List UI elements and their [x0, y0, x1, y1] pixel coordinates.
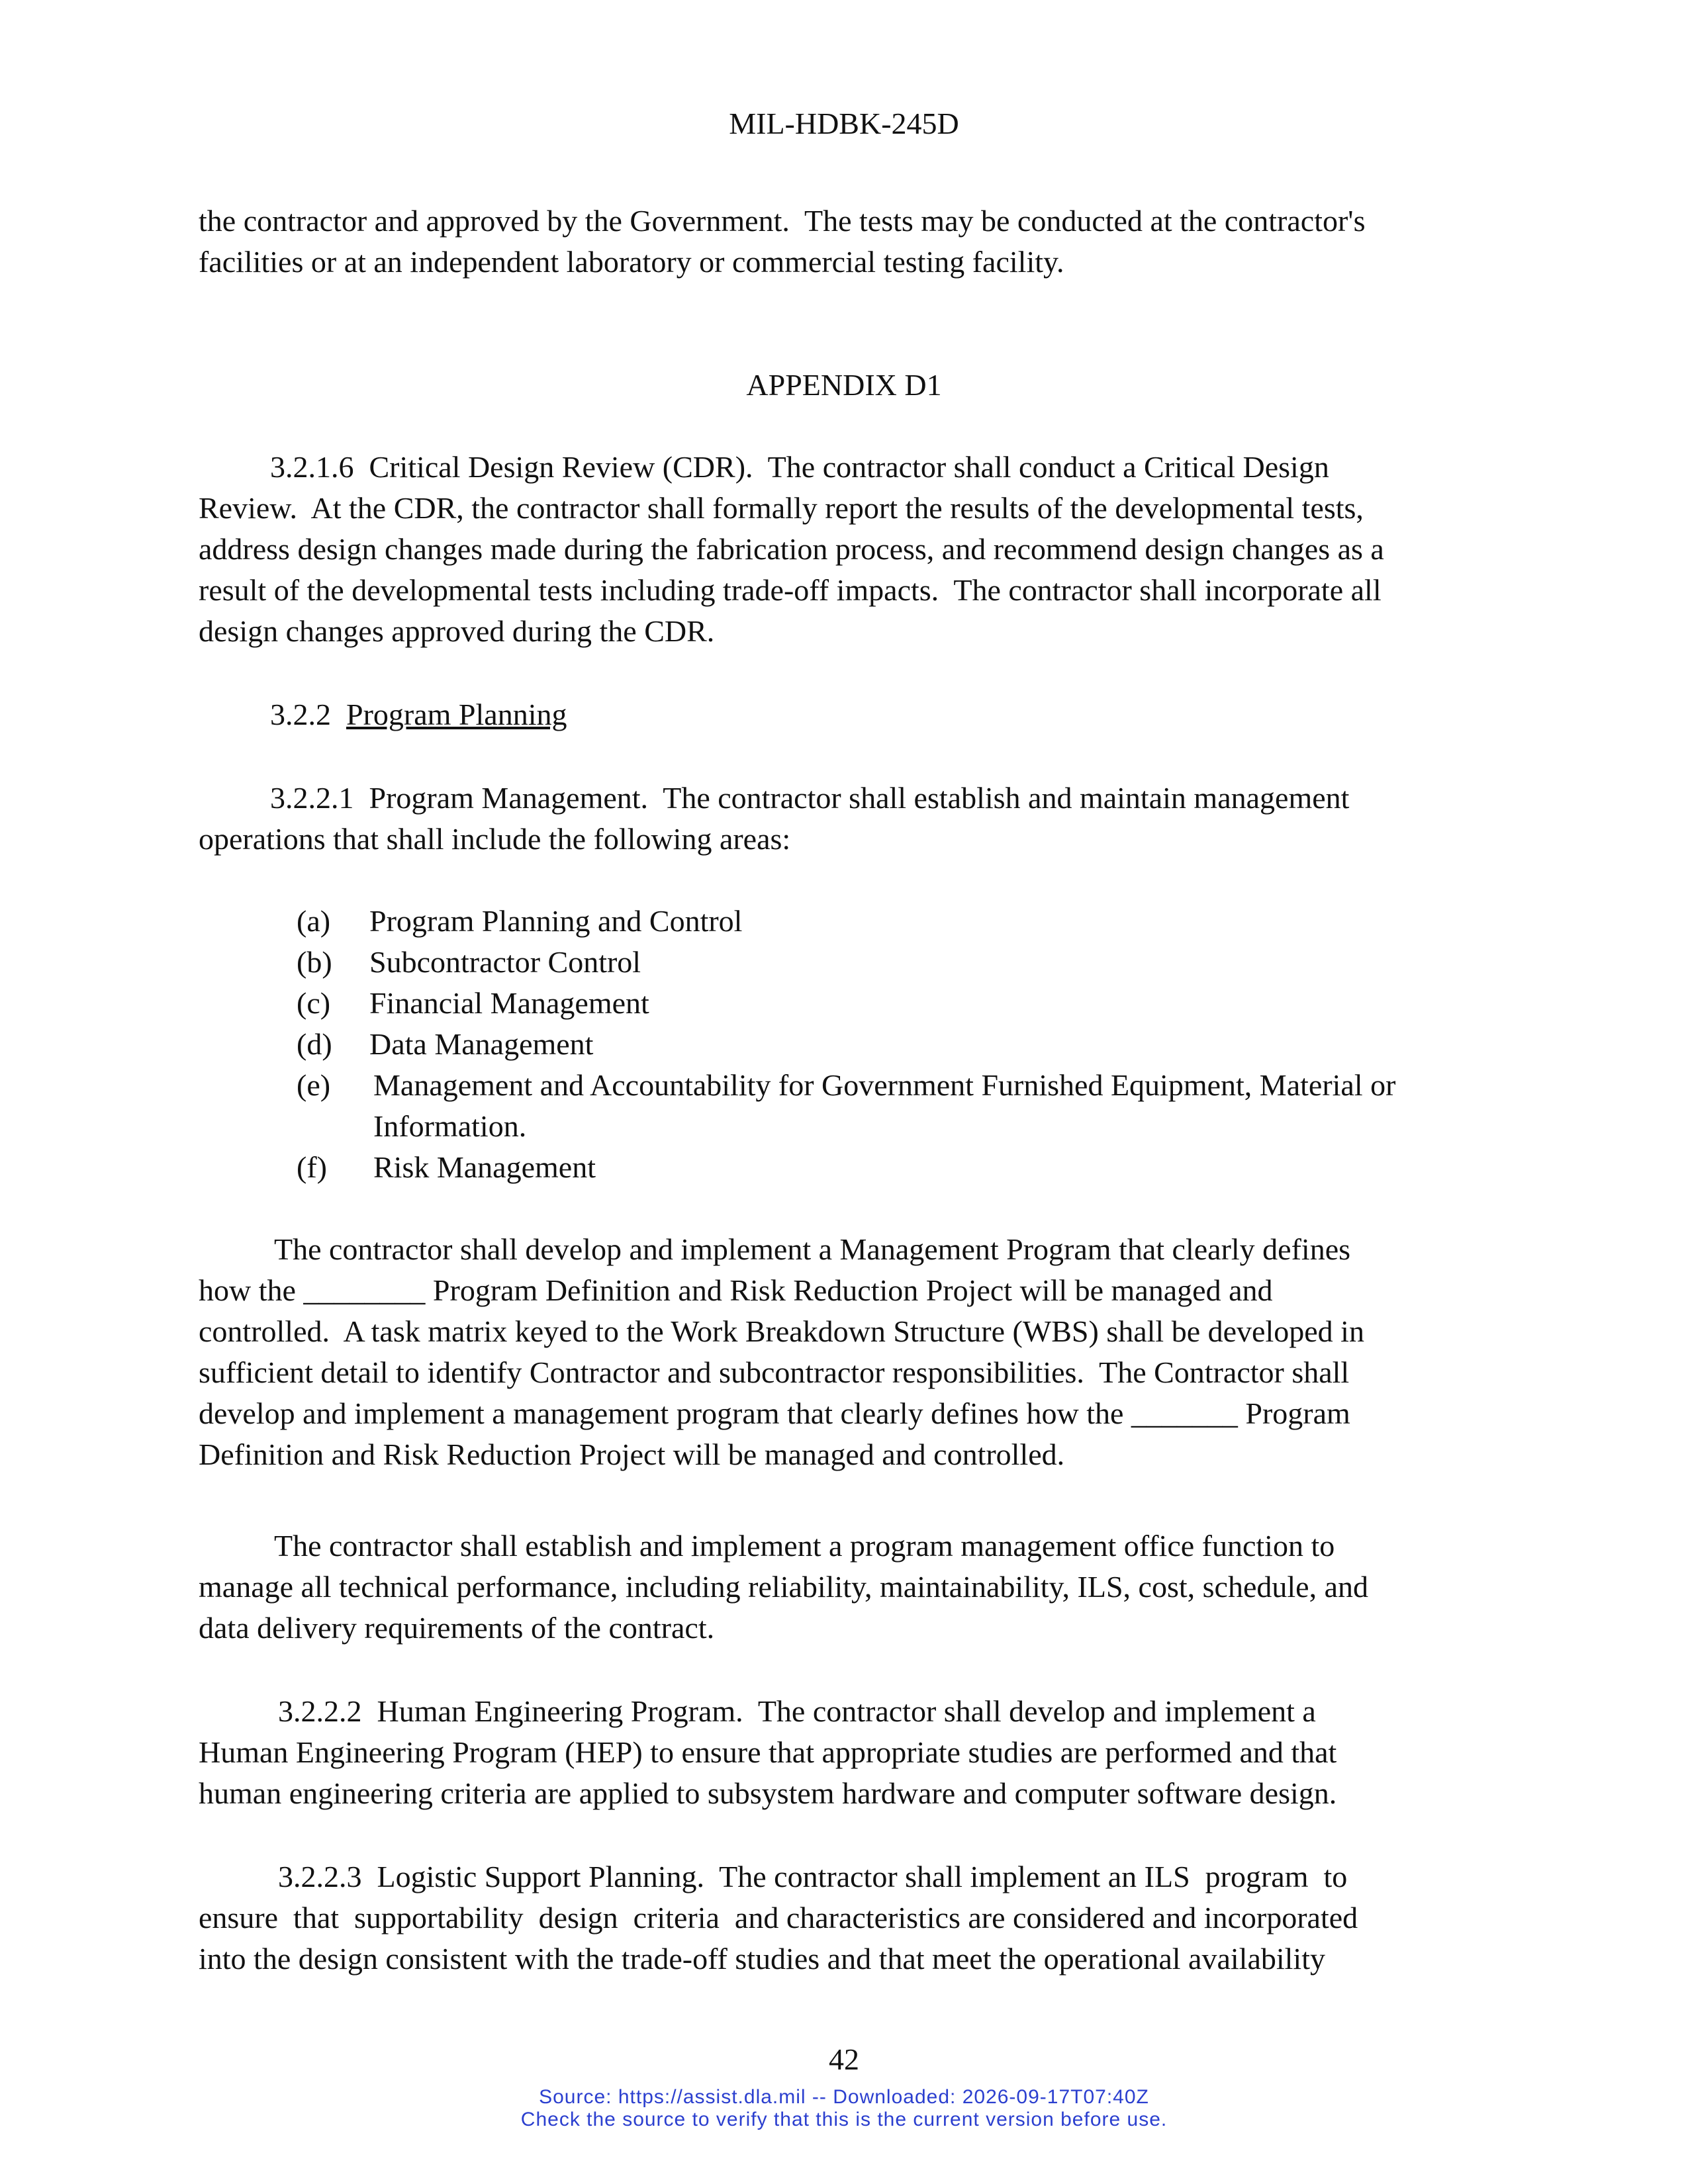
section-3222-line: human engineering criteria are applied to subsystem hardware and computer software design.: [199, 1776, 1337, 1810]
section-322-heading: [270, 694, 567, 735]
page-number: 42: [829, 2042, 859, 2076]
section-3216-line: Review. At the CDR, the contractor shall formally report the results of the developmental tests,: [199, 491, 1364, 525]
section-3222-line: 3.2.2.2 Human Engineering Program. The contractor shall develop and implement a: [278, 1694, 1316, 1728]
section-3216-line: 3.2.1.6 Critical Design Review (CDR). The contractor shall conduct a Critical Design: [270, 450, 1329, 484]
source-note: Source: https://assist.dla.mil -- Downloaded: 2026-09-17T07:40Z: [539, 2086, 1149, 2108]
management-program-line: Definition and Risk Reduction Project will be managed and controlled.: [199, 1437, 1065, 1471]
list-marker: (f): [297, 1150, 327, 1184]
section-3221-line: operations that shall include the following areas:: [199, 822, 791, 856]
section-3223-line: into the design consistent with the trade-off studies and that meet the operational availability: [199, 1942, 1325, 1976]
program-office-line: The contractor shall establish and implement a program management office function to: [274, 1529, 1335, 1563]
section-3216-line: address design changes made during the fabrication process, and recommend design changes as a: [199, 532, 1384, 566]
list-marker: (d): [297, 1027, 332, 1061]
list-marker: (e): [297, 1068, 331, 1102]
section-title: Program Planning: [346, 698, 567, 731]
section-3221-line: 3.2.2.1 Program Management. The contractor shall establish and maintain management: [270, 781, 1350, 815]
management-program-line: The contractor shall develop and implement a Management Program that clearly defines: [274, 1232, 1351, 1266]
section-number: 3.2.2: [270, 698, 331, 731]
list-item: Management and Accountability for Government Furnished Equipment, Material or: [373, 1068, 1396, 1102]
list-item: Subcontractor Control: [369, 945, 641, 979]
list-marker: (a): [297, 904, 331, 938]
list-marker: (b): [297, 945, 332, 979]
management-program-line: how the ________ Program Definition and Risk Reduction Project will be managed and: [199, 1273, 1273, 1307]
section-3222-line: Human Engineering Program (HEP) to ensure that appropriate studies are performed and that: [199, 1735, 1337, 1769]
section-3216-line: design changes approved during the CDR.: [199, 614, 715, 648]
management-program-line: develop and implement a management program that clearly defines how the _______ Program: [199, 1396, 1350, 1430]
section-3223-line: 3.2.2.3 Logistic Support Planning. The contractor shall implement an ILS program to: [278, 1860, 1348, 1893]
program-office-line: data delivery requirements of the contract.: [199, 1611, 715, 1645]
program-office-line: manage all technical performance, including reliability, maintainability, ILS, cost, schedule, and: [199, 1570, 1368, 1604]
intro-line: facilities or at an independent laboratory or commercial testing facility.: [199, 245, 1064, 279]
appendix-title: APPENDIX D1: [746, 368, 942, 402]
management-program-line: controlled. A task matrix keyed to the Work Breakdown Structure (WBS) shall be developed in: [199, 1314, 1364, 1348]
list-item-continuation: Information.: [373, 1109, 527, 1143]
document-header: MIL-HDBK-245D: [729, 107, 959, 140]
list-item: Data Management: [369, 1027, 594, 1061]
list-item: Financial Management: [369, 986, 649, 1020]
intro-line: the contractor and approved by the Government. The tests may be conducted at the contractor's: [199, 204, 1366, 238]
management-program-line: sufficient detail to identify Contractor and subcontractor responsibilities. The Contractor shall: [199, 1355, 1350, 1389]
list-marker: (c): [297, 986, 331, 1020]
verify-note: Check the source to verify that this is the current version before use.: [520, 2109, 1168, 2130]
list-item: Risk Management: [373, 1150, 596, 1184]
section-3216-line: result of the developmental tests including trade-off impacts. The contractor shall incorporate all: [199, 573, 1382, 607]
list-item: Program Planning and Control: [369, 904, 743, 938]
section-3223-line: ensure that supportability design criteria and characteristics are considered and incorporated: [199, 1901, 1358, 1934]
